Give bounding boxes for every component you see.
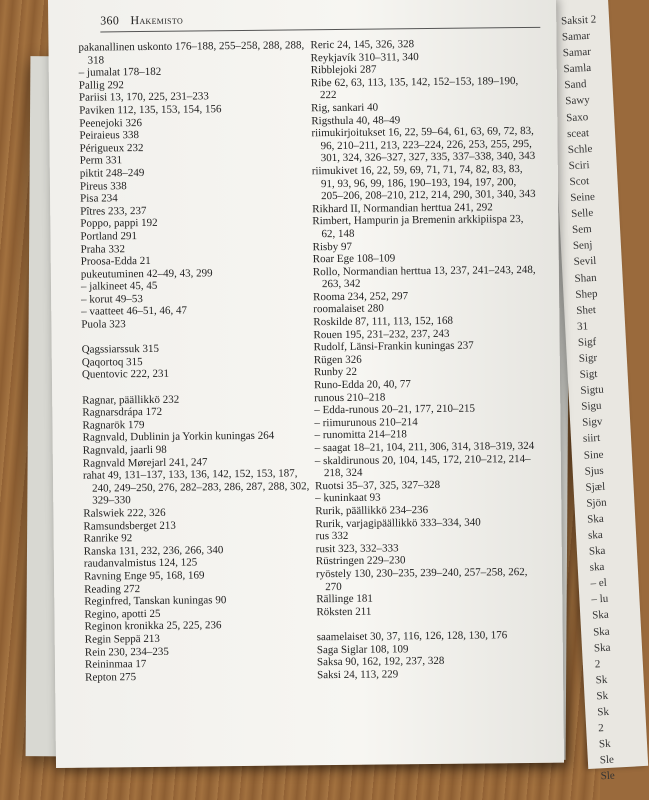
index-entry: Reginfred, Tanskan kuningas 90 (84, 594, 227, 608)
facing-page-fragment: Samar (561, 29, 591, 44)
facing-page-fragment: 2 (597, 722, 605, 735)
index-entry: runous 210–218 (314, 391, 386, 404)
index-entry: Röksten 211 (316, 605, 372, 618)
index-entry: Regino, apotti 25 (84, 607, 161, 621)
index-entry: Runby 22 (313, 366, 358, 379)
facing-page-fragment: Scot (569, 175, 590, 189)
index-entry: Roskilde 87, 111, 113, 152, 168 (313, 314, 454, 329)
facing-page-fragment: Seine (570, 190, 596, 205)
facing-page-fragment: Sine (583, 448, 604, 462)
index-entry: Ragnarsdrápa 172 (82, 406, 163, 419)
index-entry: – riimurunous 210–214 (314, 415, 418, 430)
index-entry: – kuninkaat 93 (315, 491, 381, 505)
index-entry: Ralswiek 222, 326 (83, 506, 166, 520)
index-entry: Rollo, Normandian herttua 13, 237, 241–243, 248, 263, 342 (312, 263, 536, 291)
index-entry: Ragnvald, jaarli 98 (82, 443, 167, 457)
index-entry: – korut 49–53 (81, 292, 143, 306)
index-entry: pakanallinen uskonto 176–188, 255–258, 288, 288, 318 (78, 39, 305, 67)
index-entry: Rurik, varjagipäällikkö 333–334, 340 (315, 516, 481, 530)
index-entry: ryöstely 130, 230–235, 239–240, 257–258, 262, 270 (315, 565, 528, 593)
facing-page-fragment: Sigv (581, 416, 603, 430)
index-entry: Rimbert, Hampurin ja Bremenin arkkipiispa 23, 62, 148 (312, 213, 524, 241)
facing-page-fragment: Sigtu (580, 383, 605, 397)
facing-page-fragment: Sevil (573, 255, 597, 269)
facing-page-fragment: Shet (575, 303, 597, 317)
facing-page-fragment: Sem (571, 223, 592, 237)
index-entry: Pisa 234 (80, 192, 118, 205)
index-entry: Rällinge 181 (316, 592, 373, 606)
index-entry: Poppo, pappi 192 (80, 217, 158, 230)
index-entry: rahat 49, 131–137, 133, 136, 142, 152, 153, 187, 240, 249–250, 276, 282–283, 286, 287, 288, 302, 329–330 (82, 467, 310, 507)
index-entry: riimukivet 16, 22, 59, 69, 71, 71, 74, 82, 83, 83, 91, 93, 96, 99, 186, 190–193, 194, 197, 200, 205–206, 208–210, 212, 214, 290, 301, 340, 343 (311, 162, 536, 203)
index-entry: Pîtres 233, 237 (80, 204, 147, 218)
index-entry: Saksa 90, 162, 192, 237, 328 (316, 654, 445, 669)
index-entry: Peiraieus 338 (79, 129, 140, 142)
index-entry: Quentovic 222, 231 (81, 368, 170, 382)
index-entry: – vaatteet 46–51, 46, 47 (81, 305, 188, 319)
index-entry: Ribe 62, 63, 113, 135, 142, 152–153, 189–190, 222 (310, 74, 519, 102)
facing-page-fragment: – lu (591, 593, 609, 606)
facing-page-fragment: Selle (570, 207, 594, 221)
index-entry: Repton 275 (85, 670, 137, 684)
facing-page-fragment: Ska (586, 512, 605, 526)
facing-page-fragment: Shan (574, 271, 597, 285)
index-entry: Saksi 24, 113, 229 (317, 668, 399, 681)
index-entry: Ragnvald Mørejarl 241, 247 (82, 455, 208, 470)
index-entry: Puola 323 (81, 318, 126, 331)
index-entry: Ranrike 92 (83, 532, 133, 545)
index-entry: Qaqortoq 315 (81, 355, 143, 369)
facing-page-fragment: Sk (598, 737, 611, 751)
index-entry: Ruotsi 35–37, 325, 327–328 (315, 478, 441, 493)
facing-page-fragment: Senj (572, 239, 593, 253)
index-entry: Rügen 326 (313, 353, 362, 367)
facing-page-fragment: Sle (599, 753, 615, 767)
index-entry: piktit 248–249 (79, 166, 145, 180)
index-entry: Ribblejoki 287 (310, 63, 377, 77)
index-entry: Rudolf, Länsi-Frankin kuningas 237 (313, 339, 474, 354)
facing-page-fragment: Sciri (568, 158, 590, 172)
index-entry: Risby 97 (312, 240, 353, 253)
index-entry: Ragnarök 179 (82, 418, 145, 432)
index-entry: Pallig 292 (78, 78, 124, 92)
index-entry: Reykjavík 310–311, 340 (310, 50, 419, 64)
index-page (48, 0, 564, 768)
facing-page-fragment: Saxo (565, 110, 589, 124)
index-entry: Praha 332 (80, 242, 125, 256)
index-column-left (78, 39, 319, 684)
index-entry: Reric 24, 145, 326, 328 (310, 38, 415, 52)
index-entry: – saagat 18–21, 104, 211, 306, 314, 318–319, 324 (314, 439, 535, 455)
index-entry: Rig, sankari 40 (311, 101, 379, 115)
index-entry: Qagssiarssuk 315 (81, 343, 160, 356)
index-entry: – jumalat 178–182 (78, 66, 162, 79)
index-entry: pukeutuminen 42–49, 43, 299 (80, 266, 213, 281)
facing-page-fragment: Ska (591, 609, 610, 622)
index-entry: Pariisi 13, 170, 225, 231–233 (78, 90, 209, 105)
index-entry: Pireus 338 (79, 179, 127, 193)
index-entry: Rüstringen 229–230 (315, 554, 406, 568)
index-entry: rus 332 (315, 530, 349, 543)
index-entry: riimukirjoitukset 16, 22, 59–64, 61, 63, 69, 72, 83, 96, 210–211, 213, 223–224, 226, 253, 255, 295, 301, 324, 326–327, 327, 335, 337–338, 340, 343 (311, 125, 536, 165)
index-entry: Rooma 234, 252, 297 (313, 290, 409, 304)
facing-page-fragment: Sle (600, 769, 616, 783)
facing-page-fragment: – el (590, 577, 608, 590)
index-entry: – skaldirunous 20, 104, 145, 172, 210–212, 214–218, 324 (314, 452, 531, 480)
facing-page-fragment: Sigu (581, 400, 602, 414)
index-entry: Rikhard II, Normandian herttua 241, 292 (312, 201, 493, 215)
index-entry: saamelaiset 30, 37, 116, 126, 128, 130, 176 (316, 629, 508, 644)
index-entry: Périgueux 232 (79, 141, 144, 155)
page-number: 360 (100, 13, 120, 28)
facing-page-fragment: 2 (594, 657, 601, 671)
index-entry: Ramsundsberget 213 (83, 519, 176, 533)
index-entry: Ranska 131, 232, 236, 266, 340 (83, 543, 224, 558)
index-entry: Reginon kronikka 25, 225, 236 (84, 619, 222, 633)
index-entry: Rouen 195, 231–232, 237, 243 (313, 327, 450, 341)
index-entry: Roar Ege 108–109 (312, 252, 396, 266)
facing-page-fragment: Samla (563, 62, 592, 76)
index-entry: Paviken 112, 135, 153, 154, 156 (79, 103, 222, 117)
facing-page-fragment: Sawy (565, 94, 591, 108)
facing-page-fragment: Sk (596, 689, 609, 703)
index-entry: Portland 291 (80, 229, 138, 243)
index-entry: Regin Seppä 213 (84, 632, 160, 646)
facing-page-fragment: 31 (576, 320, 589, 333)
facing-page-fragment: Sand (564, 78, 587, 92)
facing-page-fragment: Ska (588, 544, 606, 558)
facing-page-fragment: Sjæl (585, 480, 606, 494)
index-entry: – jalkineet 45, 45 (80, 280, 158, 293)
index-entry: roomalaiset 280 (313, 302, 384, 316)
index-entry: Proosa-Edda 21 (80, 255, 151, 268)
facing-page-fragment: sceat (566, 126, 590, 140)
facing-page-fragment: Saksit 2 (560, 13, 597, 28)
index-entry: Ravning Enge 95, 168, 169 (83, 569, 205, 583)
index-entry: Reading 272 (84, 582, 141, 596)
facing-page-fragment: Ska (592, 625, 610, 639)
page-header (100, 9, 540, 33)
facing-page-fragment: Ska (593, 641, 611, 655)
facing-page-fragment: Sigf (577, 335, 597, 349)
facing-page-fragment: Sk (595, 673, 608, 687)
page-title: Hakemisto (130, 12, 184, 28)
facing-page-fragment: Samar (562, 46, 592, 60)
facing-page-fragment: Shep (575, 287, 598, 301)
index-entry: Saga Siglar 108, 109 (316, 642, 409, 656)
facing-page-fragment: Sigt (579, 367, 598, 381)
index-entry: – Edda-runous 20–21, 177, 210–215 (314, 402, 476, 417)
facing-page-fragment: Schle (567, 142, 593, 156)
facing-page-fragment: Sjön (586, 496, 607, 510)
facing-page-fragment: Sigr (578, 351, 598, 365)
index-column-right (310, 37, 543, 682)
index-entry: – runomitta 214–218 (314, 428, 407, 442)
facing-page-fragment: ska (589, 561, 605, 574)
index-entry: Runo-Edda 20, 40, 77 (313, 378, 411, 392)
facing-page-fragment: ska (587, 528, 604, 542)
index-entry: raudanvalmistus 124, 125 (83, 556, 198, 570)
facing-page-fragment: siirt (582, 432, 601, 446)
index-entry: Rigsthula 40, 48–49 (311, 113, 401, 127)
index-entry: Rurik, päällikkö 234–236 (315, 504, 429, 518)
facing-page-fragment: Sk (597, 705, 610, 719)
index-entry: Rein 230, 234–235 (84, 645, 169, 659)
index-entry: Reininmaa 17 (84, 658, 147, 671)
index-entry: Ragnar, päällikkö 232 (82, 393, 180, 407)
facing-page-fragment: Sjus (584, 464, 604, 478)
index-entry: rusit 323, 332–333 (315, 542, 399, 555)
index-entry: Ragnvald, Dublinin ja Yorkin kuningas 264 (82, 430, 275, 445)
index-entry: Peenejoki 326 (79, 116, 142, 130)
index-entry: Perm 331 (79, 154, 123, 168)
